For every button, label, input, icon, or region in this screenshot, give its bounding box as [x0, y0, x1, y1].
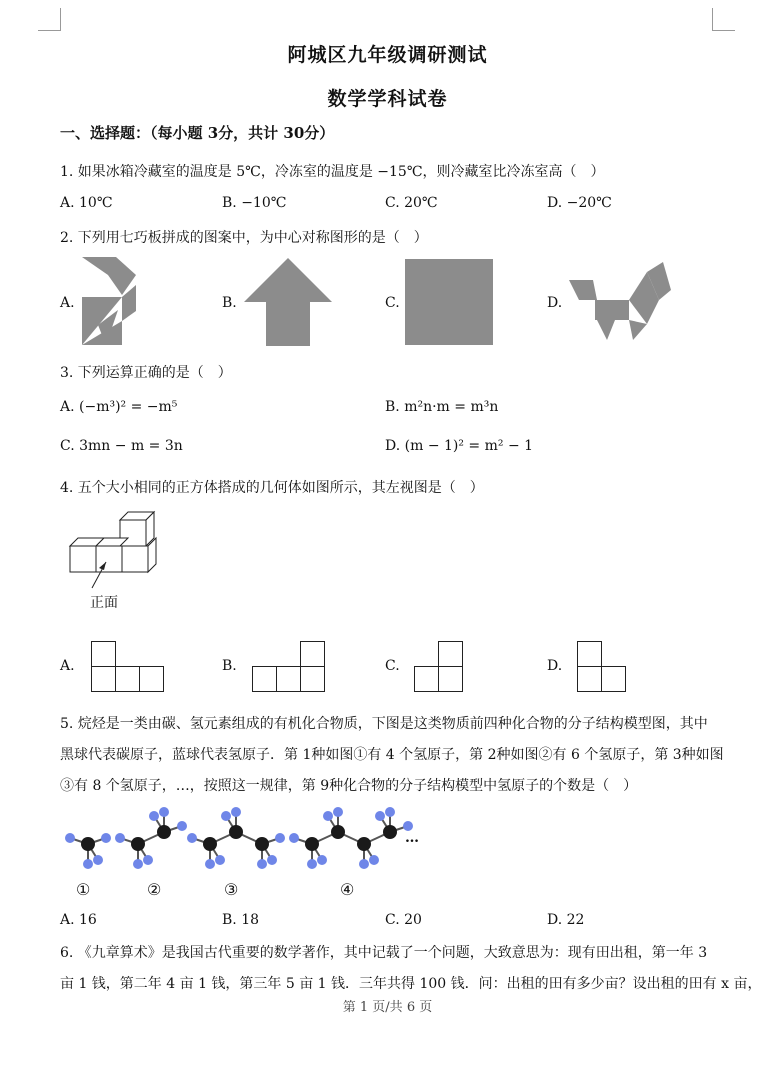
section-heading: 一、选择题：（每小题 3分，共计 30分） — [60, 124, 335, 142]
view-option-c — [414, 641, 466, 693]
tangram-figure-a — [78, 255, 148, 350]
question-6-line-1: 6. 《九章算术》是我国古代重要的数学著作，其中记载了一个问题，大致意思为：现有田出租，第一年 3 — [60, 945, 708, 961]
crop-mark-top-right — [712, 8, 735, 31]
q2-label-c: C. — [385, 295, 400, 311]
q5-option-a: A. 16 — [60, 912, 97, 928]
q2-label-a: A. — [60, 295, 75, 311]
molecule-label-4: ④ — [340, 880, 355, 899]
q3-option-c: C. 3mn − m = 3n — [60, 438, 183, 454]
q5-option-c: C. 20 — [385, 912, 422, 928]
molecule-ellipsis: … — [405, 830, 419, 846]
q2-label-b: B. — [222, 295, 237, 311]
molecule-model-1 — [65, 833, 111, 869]
molecule-models-figure — [60, 808, 420, 878]
tangram-figure-c — [405, 259, 493, 347]
question-3-stem: 3. 下列运算正确的是（ ） — [60, 365, 232, 381]
question-5-line-3: ③有 8 个氢原子，…，按照这一规律，第 9种化合物的分子结构模型中氢原子的个数是（ ） — [60, 778, 638, 794]
view-option-d — [577, 641, 629, 693]
q1-option-d: D. −20℃ — [547, 195, 612, 211]
q1-option-c: C. 20℃ — [385, 195, 438, 211]
q1-option-b: B. −10℃ — [222, 195, 287, 211]
molecule-label-1: ① — [76, 880, 91, 899]
q3-option-b: B. m²n·m = m³n — [385, 399, 499, 415]
q1-option-a: A. 10℃ — [60, 195, 113, 211]
page-subtitle: 数学学科试卷 — [327, 88, 448, 110]
q4-label-b: B. — [222, 658, 237, 674]
q4-label-d: D. — [547, 658, 563, 674]
q2-label-d: D. — [547, 295, 563, 311]
question-4-stem: 4. 五个大小相同的正方体搭成的几何体如图所示，其左视图是（ ） — [60, 480, 484, 496]
q5-option-d: D. 22 — [547, 912, 585, 928]
molecule-label-3: ③ — [224, 880, 239, 899]
q4-label-c: C. — [385, 658, 400, 674]
q4-label-a: A. — [60, 658, 75, 674]
page-title: 阿城区九年级调研测试 — [287, 44, 488, 66]
q5-option-b: B. 18 — [222, 912, 260, 928]
tangram-figure-d — [567, 260, 679, 346]
cube-solid-figure — [68, 510, 178, 600]
question-5-line-1: 5. 烷烃是一类由碳、氢元素组成的有机化合物质，下图是这类物质前四种化合物的分子结构模型图，其中 — [60, 716, 708, 732]
molecule-model-2 — [115, 807, 187, 869]
q3-option-d: D. (m − 1)² = m² − 1 — [385, 438, 534, 454]
question-5-line-2: 黑球代表碳原子，蓝球代表氢原子．第 1种如图①有 4 个氢原子，第 2种如图②有 6 个氢原子，第 3种如图 — [60, 747, 724, 763]
page-number-footer: 第 1 页/共 6 页 — [342, 1000, 433, 1015]
view-option-a — [91, 641, 167, 693]
molecule-model-4 — [289, 807, 413, 869]
molecule-model-3 — [187, 807, 285, 869]
question-2-stem: 2. 下列用七巧板拼成的图案中，为中心对称图形的是（ ） — [60, 230, 428, 246]
front-view-label: 正面 — [90, 595, 118, 611]
view-option-b — [252, 641, 328, 693]
question-6-line-2: 亩 1 钱，第二年 4 亩 1 钱，第三年 5 亩 1 钱．三年共得 100 钱．问：出租的田有多少亩？设出租的田有 x 亩， — [60, 976, 762, 992]
question-1-stem: 1. 如果冰箱冷藏室的温度是 5℃，冷冻室的温度是 −15℃，则冷藏室比冷冻室高（ ） — [60, 164, 605, 180]
molecule-label-2: ② — [147, 880, 162, 899]
tangram-figure-b — [242, 256, 334, 348]
crop-mark-top-left — [38, 8, 61, 31]
q3-option-a: A. (−m³)² = −m⁵ — [60, 399, 178, 415]
